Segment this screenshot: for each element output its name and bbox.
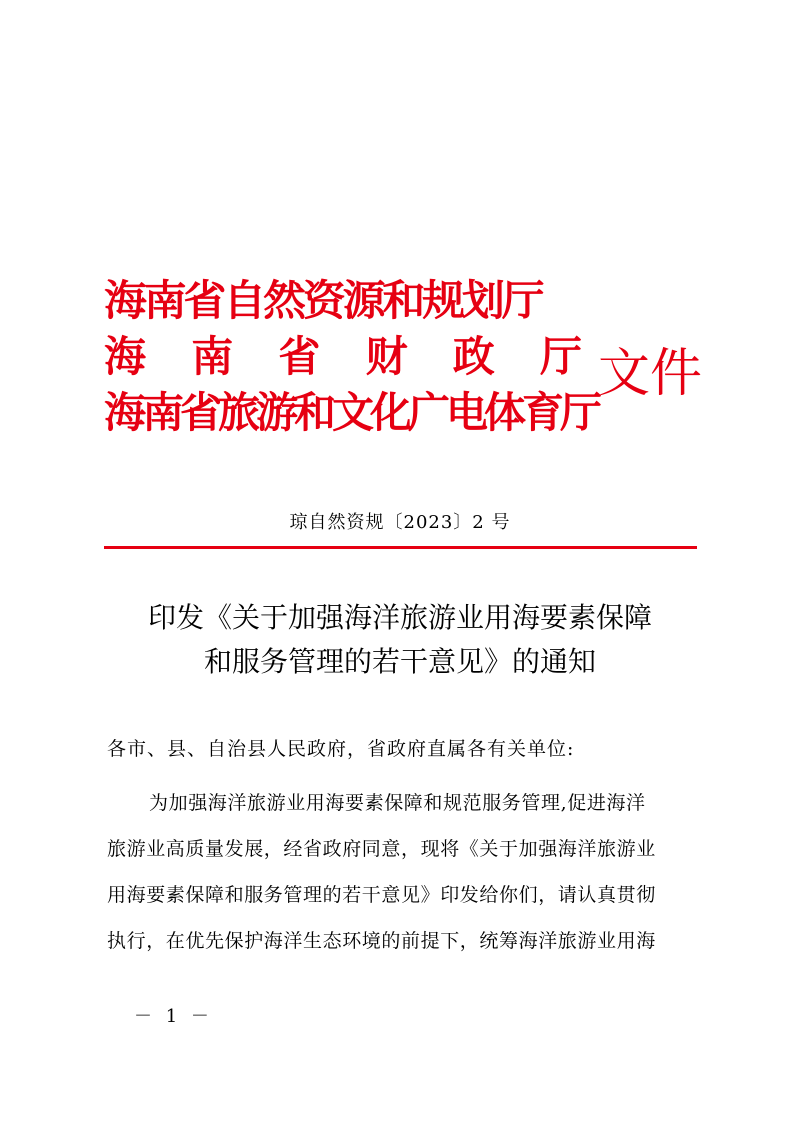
issuer-finance-char: 海 <box>104 332 147 381</box>
document-header <box>104 270 704 440</box>
issuer-finance-char: 南 <box>191 332 234 381</box>
title-line-2: 和服务管理的若干意见》的通知 <box>203 645 596 678</box>
body-line: 为加强海洋旅游业用海要素保障和规范服务管理,促进海洋 <box>149 792 646 814</box>
document-number: 琼自然资规〔2023〕2 号 <box>289 512 511 533</box>
red-divider <box>104 546 697 549</box>
body-line: 执行，在优先保护海洋生态环境的前提下，统筹海洋旅游业用海 <box>107 930 656 952</box>
body-line: 用海要素保障和服务管理的若干意见》印发给你们，请认真贯彻 <box>107 884 656 906</box>
issuer-finance-char: 政 <box>452 332 495 381</box>
issuer-finance <box>104 332 582 381</box>
issuer-natural-resources: 海南省自然资源和规划厅 <box>104 276 542 325</box>
issuer-finance-char: 财 <box>365 332 408 381</box>
page-number: － 1 － <box>134 1006 213 1027</box>
issuer-tourism: 海南省旅游和文化广电体育厅 <box>104 388 599 437</box>
title-line-1: 印发《关于加强海洋旅游业用海要素保障 <box>147 601 652 634</box>
body-line: 旅游业高质量发展，经省政府同意，现将《关于加强海洋旅游业 <box>107 838 656 860</box>
issuer-finance-char: 厅 <box>539 332 582 381</box>
salutation: 各市、县、自治县人民政府，省政府直属各有关单位: <box>107 738 575 760</box>
document-title <box>0 596 800 684</box>
body-paragraph <box>107 780 701 964</box>
issuer-finance-char: 省 <box>278 332 321 381</box>
doc-type-label: 文件 <box>598 344 703 404</box>
